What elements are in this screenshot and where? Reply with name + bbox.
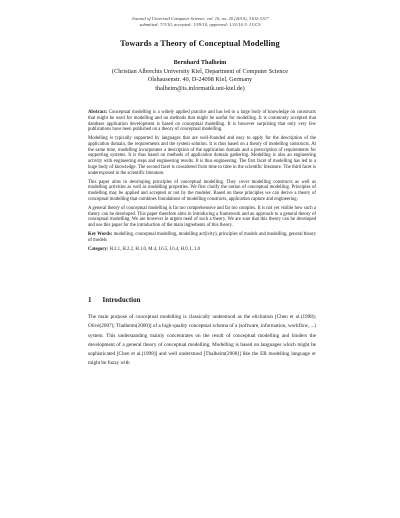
- abstract: [88, 110, 316, 256]
- abstract-paragraph-3: This paper aims in developing principles of conceptual modelling. They cover modelling constructs as well as modelling activities as well as modelling properties. We first clarify the notion of conceptual modelling. Principles of modelling may be applied and accepted or not by the modeler. Based on these principles we can derive a theory of conceptual modelling that combines foundations of modelling constructs, application capture and engineering.: [88, 179, 316, 202]
- journal-dates: submitted: 7/3/10, accepted: 13/9/10, appeared: 1/11/10 © J.UCS: [139, 21, 261, 27]
- abstract-text-1: Conceptual modelling is a widely applied practice and has led to a large body of knowledge on constructs that might be used for modelling and on methods that might be useful for modelling. It is commonly accepted that database application development is based on conceptual modelling. It is however surprising that only very few publications have been published on a theory of conceptual modelling.: [88, 110, 316, 133]
- journal-citation: Journal of Universal Computer Science, vol. 16, no. 20 (2010), 3102-3117: [131, 16, 269, 21]
- keywords: [88, 232, 316, 244]
- paper-title: Towards a Theory of Conceptual Modelling: [120, 39, 280, 48]
- body-paragraph: The main purpose of conceptual modelling is classically understood as the elicitation [Chen et al.(1998); Olivé(2007); Thalheim(2000)] of a high-quality conceptual schema of a (software, information, workflow, ...) system. This understanding mainly concentrates on the result of conceptual modelling and hinders the development of a general theory of conceptual modelling. Modelling is based on languages which might be sophisticated [Chen et al.(1998)] and well understood [Thalheim(2000)] like the ER modelling language or might be fuzzy with: [88, 314, 316, 367]
- author-affiliation: (Christian Albrechts University Kiel, Department of Computer Science: [112, 67, 288, 75]
- author-block: [0, 59, 400, 93]
- section-title: Introduction: [102, 296, 141, 304]
- category-label: Category:: [88, 246, 109, 252]
- author-email: thalheim@is.informatik.uni-kiel.de): [155, 84, 245, 92]
- section-body: [88, 313, 316, 369]
- keywords-text: modelling, conceptual modelling, modelling act(ivity), principles of models and modelling, general theory of models: [88, 232, 316, 243]
- section-number: 1: [88, 296, 92, 304]
- keywords-label: Key Words:: [88, 232, 113, 237]
- section-heading: [88, 296, 141, 304]
- category-text: H.2.1, H.2.2, H.1.0, M.4, I.6.5, I.6.4, H.0, L.1.0: [109, 246, 201, 252]
- abstract-paragraph-4: A general theory of conceptual modelling is far too comprehensive and far too complex. It is not yet visible how such a theory can be developed. This paper therefore aims in introducing a framework and an approach to a general theory of conceptual modelling. We are however in urgent need of such a theory. We are sure that this theory can be developed and use this paper for the introduction of the main ingredients of this theory.: [88, 205, 316, 229]
- abstract-paragraph-1: [88, 110, 316, 133]
- abstract-label: Abstract:: [88, 110, 108, 115]
- category: [88, 247, 316, 253]
- abstract-paragraph-2: Modelling is typically supported by languages that are well-founded and easy to apply for the description of the application domain, the requirements and the system solution. It is thus based on a theory of modelling constructs. At the same time, modelling incorporates a description of the application domain and a prescription of requirements for supporting systems. It is thus based on methods of application domain gathering. Modelling is also an engineering activity with engineering steps and engineering results. It is thus engineering. The first facet of modelling has led to a huge body of knowledge. The second facet is considered from time to time in the scientific literature. The third facet is underexposed in the scientific literature.: [88, 136, 316, 176]
- journal-header: [0, 16, 400, 27]
- author-address: Olshausenstr. 40, D-24098 Kiel, Germany: [147, 76, 253, 84]
- author-name: Bernhard Thalheim: [173, 59, 227, 66]
